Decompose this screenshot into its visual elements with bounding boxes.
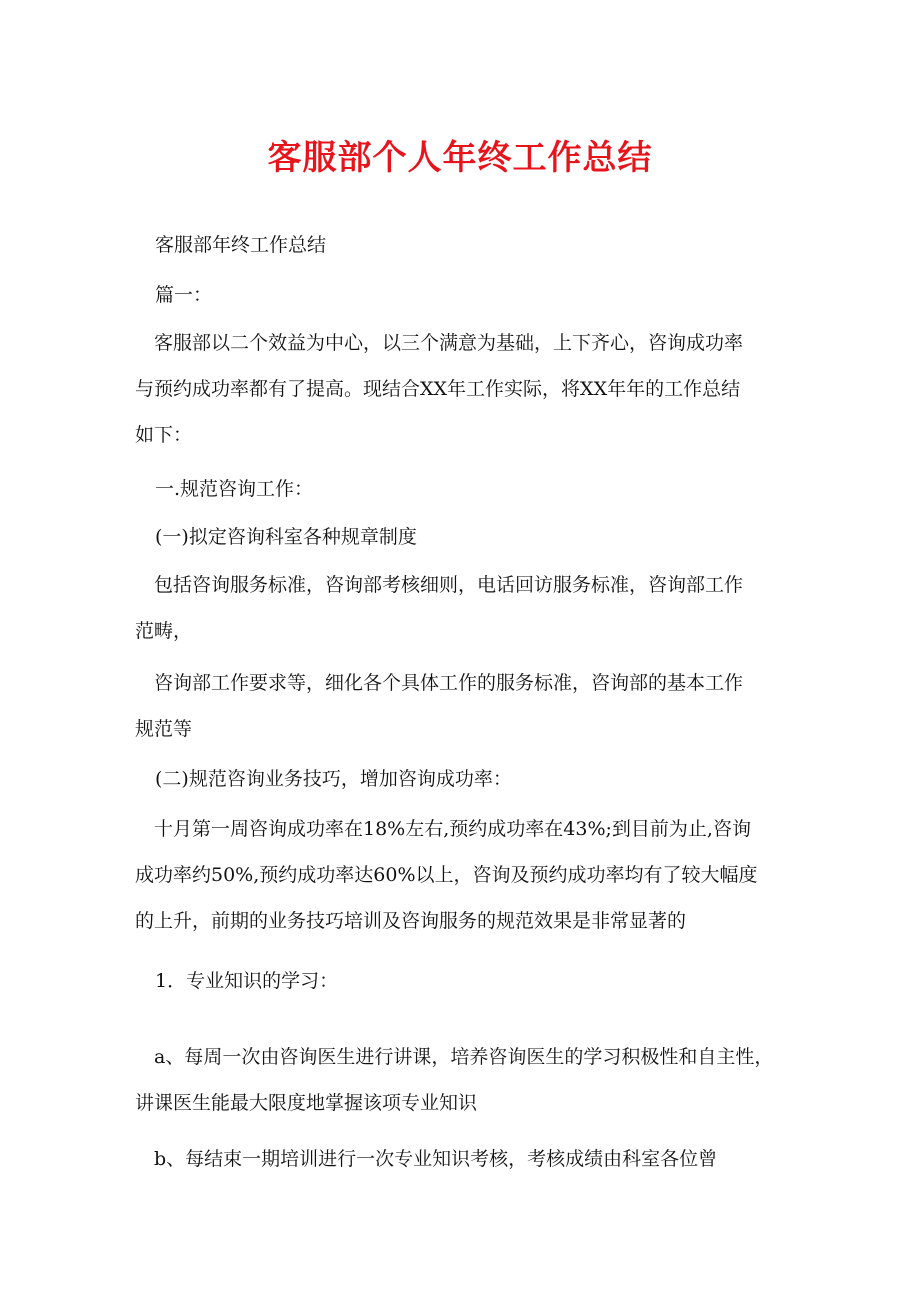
subsection-2-paragraph bbox=[135, 806, 790, 944]
subsection-2-heading: (二)规范咨询业务技巧，增加咨询成功率： bbox=[155, 768, 512, 790]
intro-line-1: 客服部以二个效益为中心，以三个满意为基础，上下齐心，咨询成功率 bbox=[154, 332, 744, 354]
section-1-heading: 一.规范咨询工作： bbox=[155, 478, 314, 500]
sub1-body2-line-1: 咨询部工作要求等，细化各个具体工作的服务标准，咨询部的基本工作 bbox=[154, 672, 744, 694]
subtitle: 客服部年终工作总结 bbox=[155, 234, 327, 256]
sub1-body2-line-2: 规范等 bbox=[135, 718, 193, 740]
item-1-heading: 1．专业知识的学习： bbox=[155, 970, 339, 992]
sub1-body1-line-1: 包括咨询服务标准，咨询部考核细则，电话回访服务标准，咨询部工作 bbox=[154, 574, 744, 596]
subsection-1-heading: (一)拟定咨询科室各种规章制度 bbox=[155, 526, 417, 548]
sub2-body-line-2: 成功率约50%,预约成功率达60%以上，咨询及预约成功率均有了较大幅度 bbox=[135, 864, 758, 886]
item-b-line-1: b、每结束一期培训进行一次专业知识考核，考核成绩由科室各位曾 bbox=[154, 1148, 718, 1170]
item-a-line-1: a、每周一次由咨询医生进行讲课，培养咨询医生的学习积极性和自主性， bbox=[154, 1046, 774, 1068]
part-label: 篇一： bbox=[155, 284, 213, 306]
intro-line-3: 如下： bbox=[135, 424, 193, 446]
document-title: 客服部个人年终工作总结 bbox=[267, 138, 653, 178]
sub2-body-line-3: 的上升，前期的业务技巧培训及咨询服务的规范效果是非常显著的 bbox=[135, 910, 687, 932]
intro-line-2: 与预约成功率都有了提高。现结合XX年工作实际，将XX年年的工作总结 bbox=[135, 378, 741, 400]
subsection-1-paragraph-2 bbox=[135, 660, 790, 752]
item-a-line-2: 讲课医生能最大限度地掌握该项专业知识 bbox=[135, 1092, 478, 1114]
intro-paragraph bbox=[135, 320, 790, 458]
sub2-body-line-1: 十月第一周咨询成功率在18%左右,预约成功率在43%;到目前为止,咨询 bbox=[154, 818, 751, 840]
item-a-paragraph bbox=[135, 1034, 790, 1126]
item-b-paragraph bbox=[135, 1136, 790, 1182]
subsection-1-paragraph-1 bbox=[135, 562, 790, 654]
sub1-body1-line-2: 范畴， bbox=[135, 620, 193, 642]
